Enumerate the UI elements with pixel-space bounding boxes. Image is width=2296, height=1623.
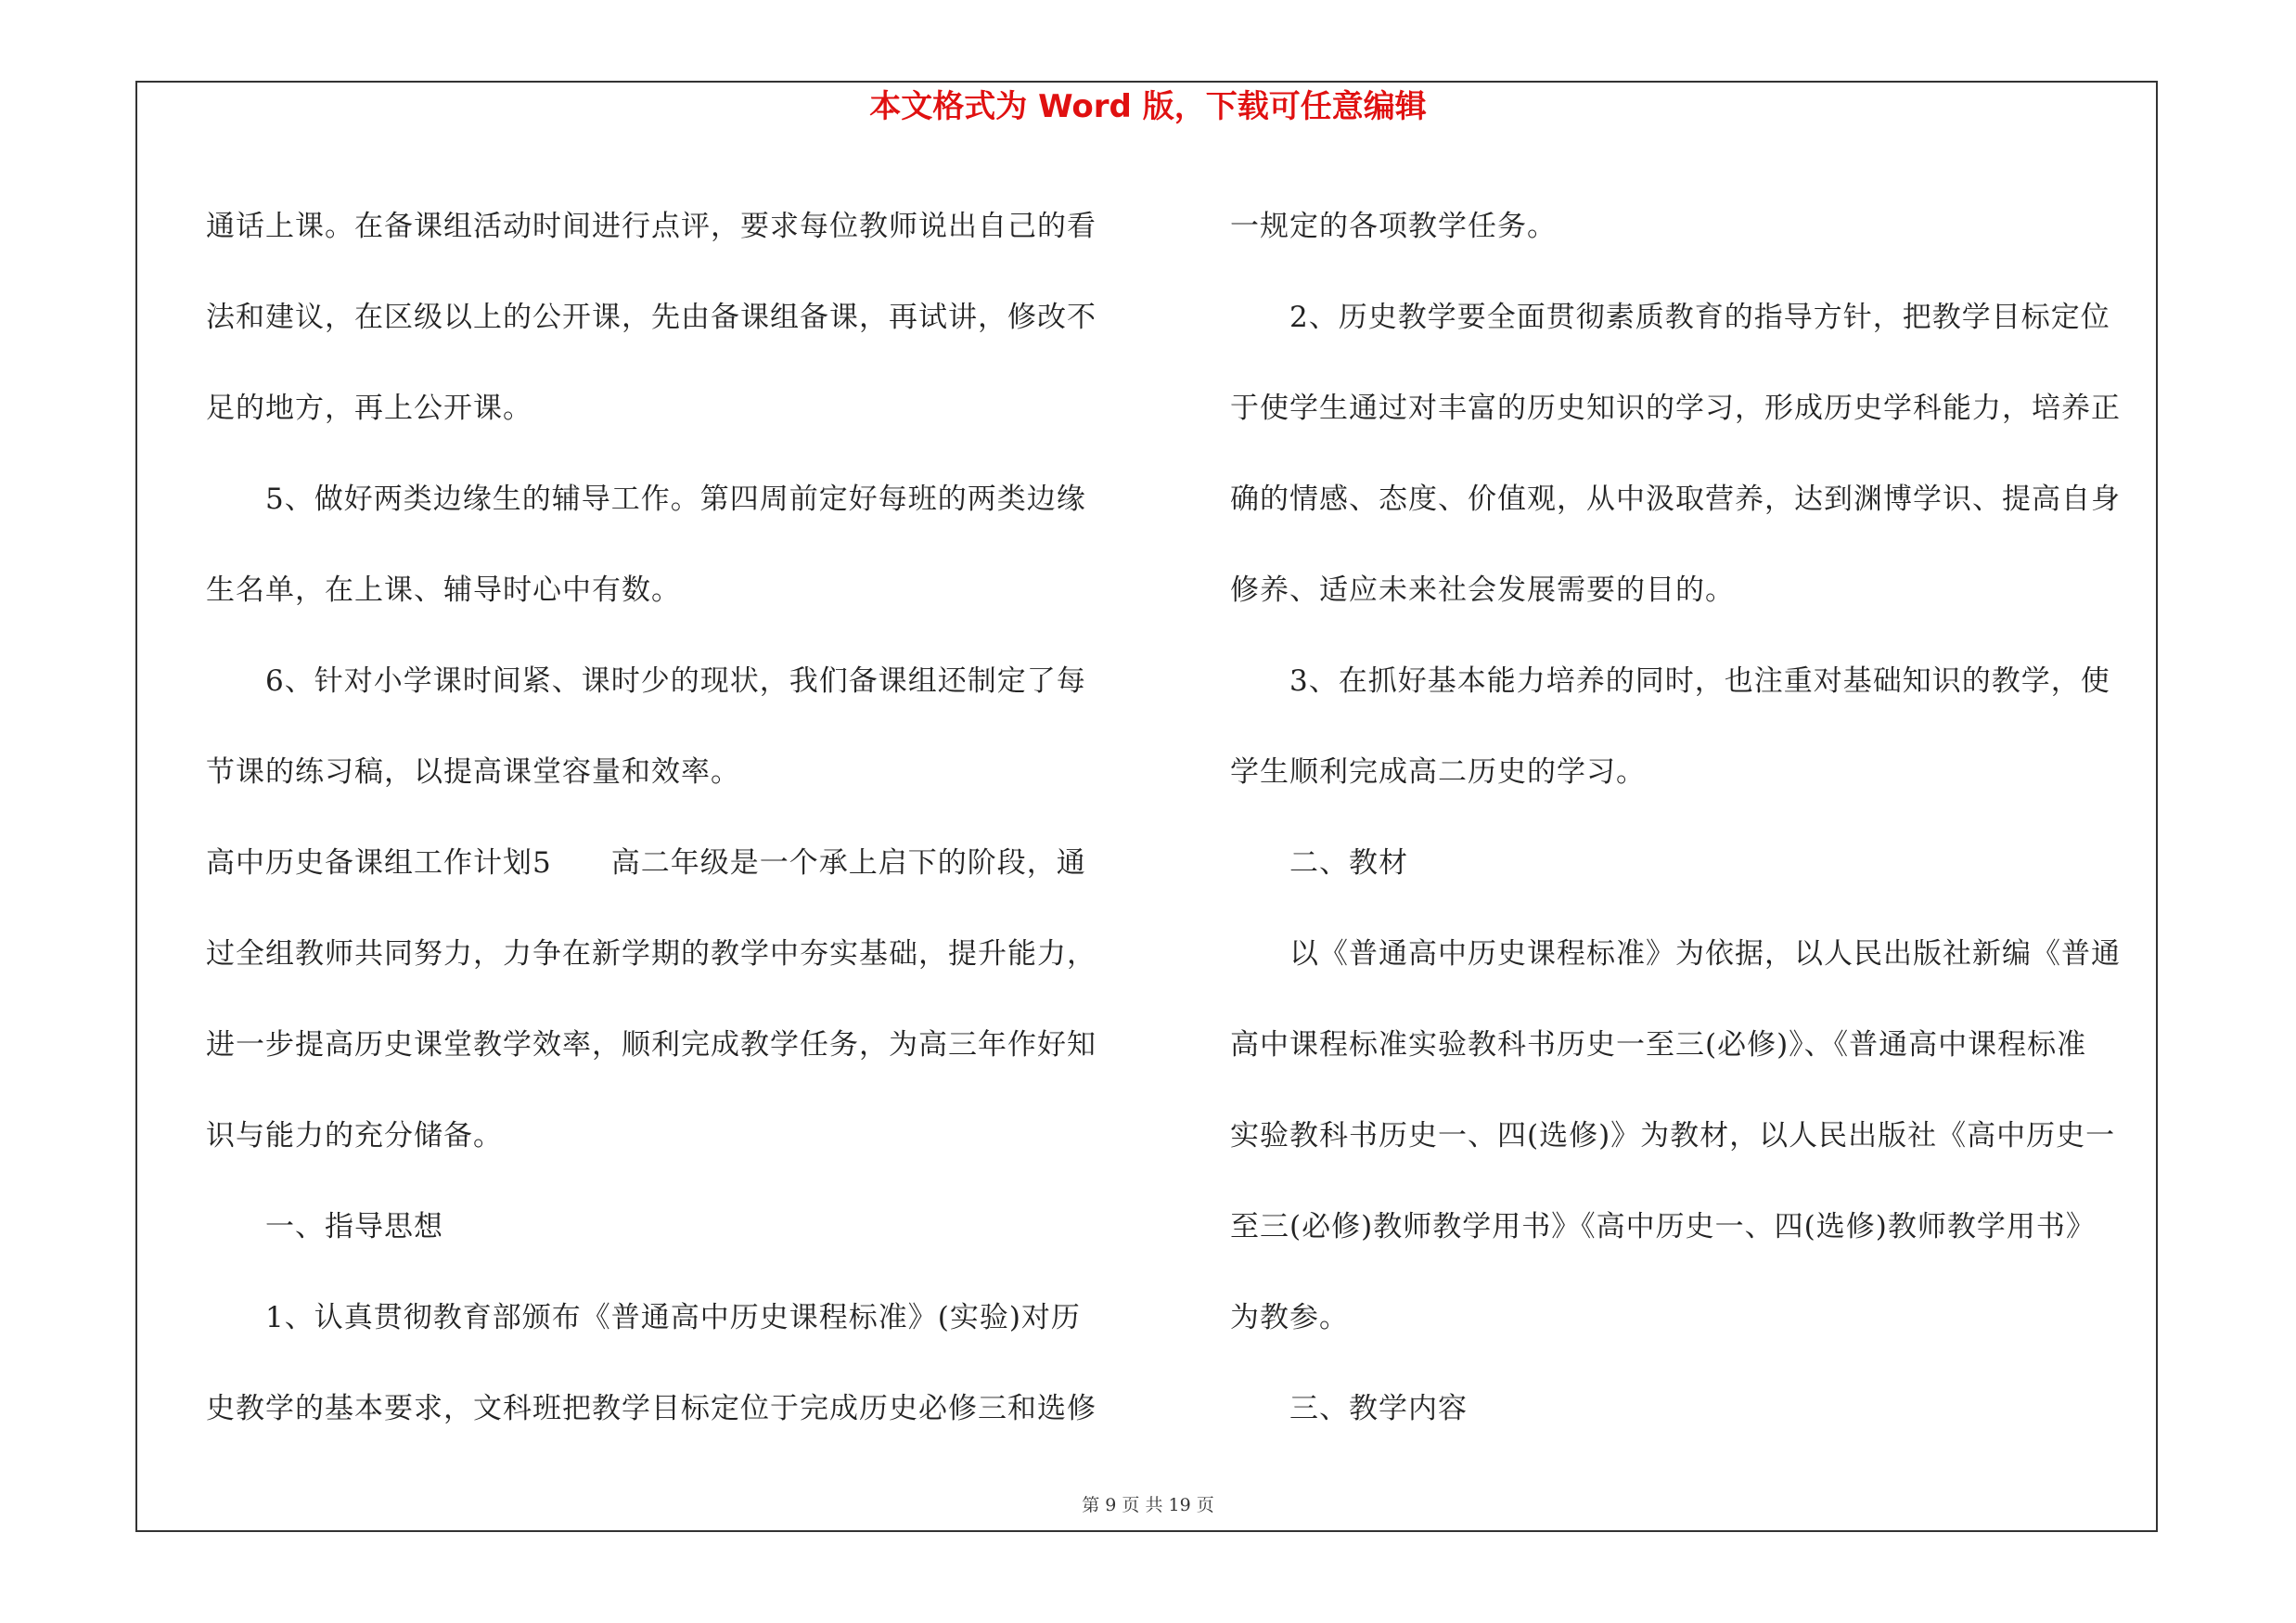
word-format-banner: 本文格式为 Word 版，下载可任意编辑 xyxy=(869,88,1427,125)
right-line-9: 以《普通高中历史课程标准》为依据，以人民出版社新编《普通 xyxy=(1289,937,2121,971)
heading-teaching-content: 三、教学内容 xyxy=(1289,1392,1468,1425)
left-line-4: 5、做好两类边缘生的辅导工作。第四周前定好每班的两类边缘 xyxy=(265,483,1086,516)
page-number-indicator: 第 9 页 共 19 页 xyxy=(1082,1495,1214,1515)
right-line-3: 于使学生通过对丰富的历史知识的学习，形成历史学科能力，培养正 xyxy=(1230,392,2121,425)
heading-textbooks: 二、教材 xyxy=(1289,846,1408,880)
right-line-1: 一规定的各项教学任务。 xyxy=(1230,210,1557,243)
left-line-14: 史教学的基本要求，文科班把教学目标定位于完成历史必修三和选修 xyxy=(206,1392,1097,1425)
left-line-10: 进一步提高历史课堂教学效率，顺利完成教学任务，为高三年作好知 xyxy=(206,1028,1097,1062)
left-line-11: 识与能力的充分储备。 xyxy=(206,1119,503,1153)
left-line-7: 节课的练习稿，以提高课堂容量和效率。 xyxy=(206,755,740,789)
left-line-1: 通话上课。在备课组活动时间进行点评，要求每位教师说出自己的看 xyxy=(206,210,1097,243)
left-line-13: 1、认真贯彻教育部颁布《普通高中历史课程标准》(实验)对历 xyxy=(265,1301,1081,1334)
heading-guiding-ideology: 一、指导思想 xyxy=(265,1210,443,1243)
left-line-3: 足的地方，再上公开课。 xyxy=(206,392,532,425)
left-line-2: 法和建议，在区级以上的公开课，先由备课组备课，再试讲，修改不 xyxy=(206,301,1097,334)
left-line-6: 6、针对小学课时间紧、课时少的现状，我们备课组还制定了每 xyxy=(265,664,1086,698)
right-line-6: 3、在抓好基本能力培养的同时，也注重对基础知识的教学，使 xyxy=(1289,664,2110,698)
right-line-4: 确的情感、态度、价值观，从中汲取营养，达到渊博学识、提高自身 xyxy=(1230,483,2121,516)
left-line-9: 过全组教师共同努力，力争在新学期的教学中夯实基础，提升能力， xyxy=(206,937,1097,971)
right-line-10: 高中课程标准实验教科书历史一至三(必修)》、《普通高中课程标准 xyxy=(1230,1028,2087,1062)
right-line-13: 为教参。 xyxy=(1230,1301,1349,1334)
right-line-11: 实验教科书历史一、四(选修)》为教材，以人民出版社《高中历史一 xyxy=(1230,1119,2116,1153)
right-line-5: 修养、适应未来社会发展需要的目的。 xyxy=(1230,573,1735,607)
right-line-7: 学生顺利完成高二历史的学习。 xyxy=(1230,755,1646,789)
right-line-12: 至三(必修)教师教学用书》《高中历史一、四(选修)教师教学用书》 xyxy=(1230,1210,2096,1243)
right-line-2: 2、历史教学要全面贯彻素质教育的指导方针，把教学目标定位 xyxy=(1289,301,2110,334)
section-heading-plan-5: 高中历史备课组工作计划5 高二年级是一个承上启下的阶段，通 xyxy=(206,846,1086,880)
left-text-column xyxy=(206,181,1143,1454)
left-line-5: 生名单，在上课、辅导时心中有数。 xyxy=(206,573,681,607)
right-text-column xyxy=(1230,181,2158,1454)
